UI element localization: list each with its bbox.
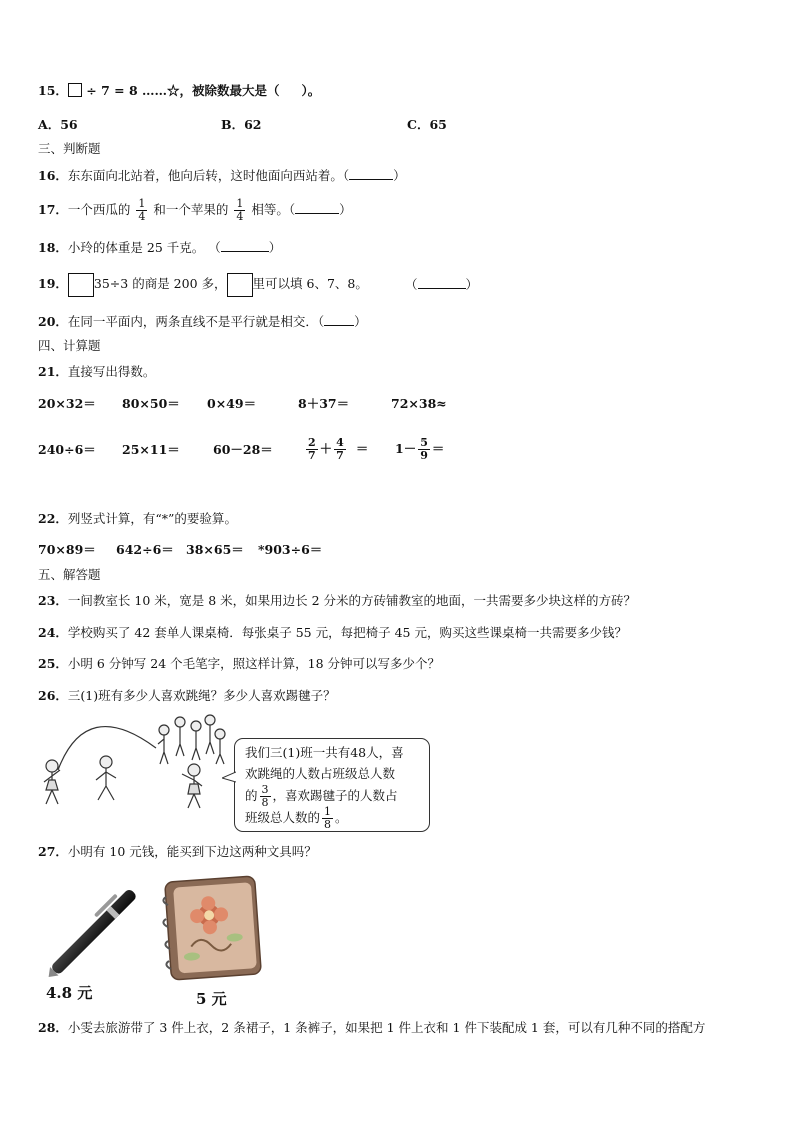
notebook-icon bbox=[160, 875, 264, 983]
section-heading-word-problems: 五、解答题 bbox=[38, 567, 101, 582]
question-15: 15． ÷ 7 = 8 ……☆，被除数最大是（ ）。 bbox=[38, 83, 321, 98]
question-19: 19． 35÷3 的商是 200 多， 里可以填 6、7、8。 bbox=[38, 271, 368, 297]
answer-blank[interactable] bbox=[221, 239, 269, 252]
calc-item: 60－28＝ bbox=[213, 442, 273, 457]
calc-item: 38×65＝ bbox=[186, 542, 244, 557]
calc-item: 240÷6＝ bbox=[38, 442, 96, 457]
question-19-answer: （ ） bbox=[405, 277, 479, 292]
calc-item: 0×49＝ bbox=[207, 396, 257, 411]
option-c[interactable]: C．65 bbox=[407, 117, 447, 132]
fraction: $\frac{2}{7}$ bbox=[308, 436, 316, 462]
section-heading-calculation: 四、计算题 bbox=[38, 338, 101, 353]
option-b[interactable]: B．62 bbox=[221, 117, 262, 132]
question-25: 25．小明 6 分钟写 24 个毛笔字，照这样计算，18 分钟可以写多少个？ bbox=[38, 656, 441, 671]
question-24: 24．学校购买了 42 套单人课桌椅．每张桌子 55 元，每把椅子 45 元，购买这些课桌椅一共需要多少钱？ bbox=[38, 625, 627, 640]
calc-item: 25×11＝ bbox=[122, 442, 180, 457]
blank-box[interactable] bbox=[68, 273, 94, 297]
fraction: $\frac{1}{4}$ bbox=[138, 197, 146, 223]
calc-item: 70×89＝ bbox=[38, 542, 96, 557]
section-heading-judgement: 三、判断题 bbox=[38, 141, 101, 156]
pen-price: 4.8 元 bbox=[46, 984, 93, 1002]
notebook-price: 5 元 bbox=[196, 990, 227, 1008]
fraction: $\frac{4}{7}$ bbox=[336, 436, 344, 462]
answer-blank[interactable] bbox=[349, 167, 393, 180]
bubble-tail bbox=[222, 770, 236, 784]
question-27: 27．小明有 10 元钱，能买到下边这两种文具吗？ bbox=[38, 844, 317, 859]
speech-bubble: 我们三(1)班一共有48人，喜 欢跳绳的人数占班级总人数 的 $\frac{3}{8}$ ，喜欢踢毽子的人数占 班级总人数的 $\frac{1}{8}$ 。 bbox=[234, 738, 430, 832]
calc-item-fraction-sum: $\frac{2}{7}$ ＋ $\frac{4}{7}$ ＝ bbox=[308, 436, 369, 462]
answer-blank[interactable] bbox=[418, 276, 466, 289]
question-26: 26．三(1)班有多少人喜欢跳绳？多少人喜欢踢毽子？ bbox=[38, 688, 336, 703]
fraction: $\frac{1}{8}$ bbox=[324, 805, 332, 831]
question-18: 18．小玲的体重是 25 千克。 （ ） bbox=[38, 240, 282, 255]
calc-item: 8＋37＝ bbox=[298, 396, 350, 411]
answer-blank[interactable] bbox=[324, 313, 354, 326]
blank-box[interactable] bbox=[227, 273, 253, 297]
calc-item: *903÷6＝ bbox=[258, 542, 323, 557]
blank-box bbox=[68, 83, 82, 97]
question-17: 17．一个西瓜的 $\frac{1}{4}$ 和一个苹果的 $\frac{1}{4}$ 相等。（ ） bbox=[38, 197, 352, 223]
calc-item: 20×32＝ bbox=[38, 396, 96, 411]
fraction: $\frac{3}{8}$ bbox=[261, 783, 269, 809]
question-22: 22．列竖式计算，有“*”的要验算。 bbox=[38, 511, 237, 526]
calc-item-fraction-diff: 1－ $\frac{5}{9}$ ＝ bbox=[395, 436, 445, 462]
fraction: $\frac{1}{4}$ bbox=[236, 197, 244, 223]
question-21: 21．直接写出得数。 bbox=[38, 364, 156, 379]
calc-item: 72×38≈ bbox=[391, 396, 447, 411]
question-28: 28．小雯去旅游带了 3 件上衣，2 条裙子，1 条裤子，如果把 1 件上衣和 1 件下装配成 1 套，可以有几种不同的搭配方 bbox=[38, 1020, 706, 1035]
calc-item: 642÷6＝ bbox=[116, 542, 174, 557]
question-16: 16．东东面向北站着，他向后转，这时他面向西站着。（ ） bbox=[38, 168, 406, 183]
question-23: 23．一间教室长 10 米，宽是 8 米，如果用边长 2 分米的方砖铺教室的地面，一共需要多少块这样的方砖？ bbox=[38, 593, 637, 608]
calc-item: 80×50＝ bbox=[122, 396, 180, 411]
fraction: $\frac{5}{9}$ bbox=[420, 436, 428, 462]
children-jump-rope-illustration bbox=[36, 708, 236, 816]
option-a[interactable]: A．56 bbox=[38, 117, 78, 132]
answer-blank[interactable] bbox=[295, 201, 339, 214]
question-20: 20．在同一平面内，两条直线不是平行就是相交．（ ） bbox=[38, 314, 367, 329]
pen-icon bbox=[46, 884, 146, 978]
